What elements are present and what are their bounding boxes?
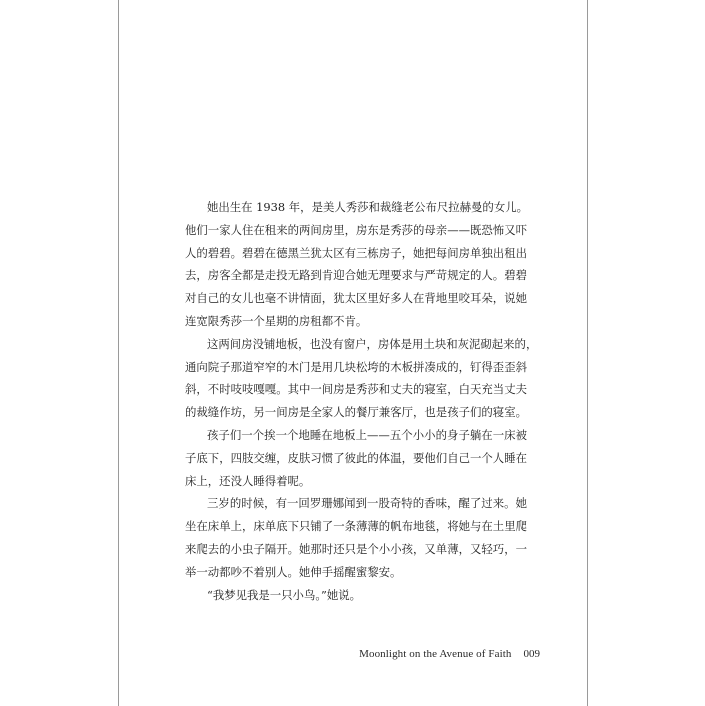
text-line: 三岁的时候，有一回罗珊娜闻到一股奇特的香味，醒了过来。她 [207,496,527,511]
text-line: 他们一家人住在租来的两间房里，房东是秀莎的母亲——既恐怖又吓 [185,222,527,237]
paragraph [185,584,527,607]
paragraph [185,333,538,424]
text-line: 的裁缝作坊，另一间房是全家人的餐厅兼客厅，也是孩子们的寝室。 [185,405,527,420]
text-line: 床上，还没人睡得着呢。 [185,473,311,488]
body-text [185,196,538,606]
text-line: 人的碧碧。碧碧在德黑兰犹太区有三栋房子，她把每间房单独出租出 [185,245,527,260]
text-line: 她出生在 1938 年，是美人秀莎和裁缝老公布尺拉赫曼的女儿。 [207,200,528,214]
text-line: 孩子们一个挨一个地睡在地板上——五个小小的身子躺在一床被 [207,427,527,442]
text-line: 对自己的女儿也毫不讲情面，犹太区里好多人在背地里咬耳朵，说她 [185,291,527,306]
text-line: 去，房客全都是走投无路到肯迎合她无理要求与严苛规定的人。碧碧 [185,268,527,283]
text-line: 举一动都吵不着别人。她伸手摇醒蜜黎安。 [185,564,402,579]
text-line: 斜，不时吱吱嘎嘎。其中一间房是秀莎和丈夫的寝室，白天充当丈夫 [185,382,527,397]
text-line: 这两间房没铺地板，也没有窗户，房体是用土块和灰泥砌起来的， [207,336,538,351]
text-line: 连宽限秀莎一个星期的房租都不肯。 [185,313,368,328]
paragraph [185,424,527,492]
page-footer [359,648,540,660]
page-number: 009 [523,648,540,660]
text-line: “我梦见我是一只小鸟。”她说。 [207,587,362,602]
paragraph [185,492,527,583]
text-line: 来爬去的小虫子隔开。她那时还只是个小小孩，又单薄，又轻巧，一 [185,541,527,556]
text-line: 坐在床单上，床单底下只铺了一条薄薄的帆布地毯，将她与在土里爬 [185,519,527,534]
paragraph [185,196,527,333]
text-line: 子底下，四肢交缠，皮肤习惯了彼此的体温，要他们自己一个人睡在 [185,450,527,465]
running-title: Moonlight on the Avenue of Faith [359,648,512,660]
text-line: 通向院子那道窄窄的木门是用几块松垮的木板拼凑成的，钉得歪歪斜 [185,359,527,374]
